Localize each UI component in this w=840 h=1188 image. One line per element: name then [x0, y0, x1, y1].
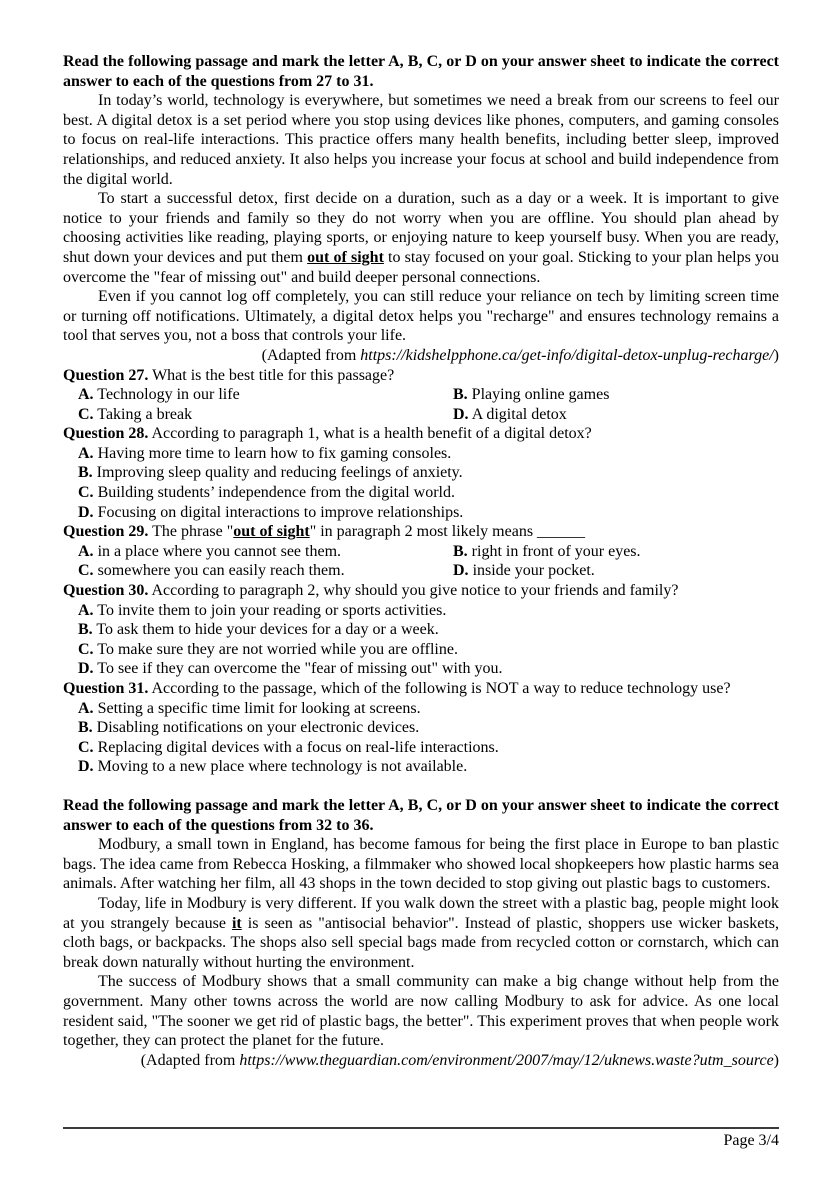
question-28-label: Question 28.	[63, 425, 149, 443]
question-27-option-b: B. Playing online games	[453, 386, 610, 404]
question-29	[63, 522, 779, 581]
question-31-text	[63, 679, 779, 699]
passage1-paragraph-2: To start a successful detox, first decide on a duration, such as a day or a week. It is important to give notice to your friends and family so they do not worry when you are offline. You should plan ahead by choosing activities like reading, playing sports, or enjoying nature to keep yourself busy. When you are ready, shut down your devices and put them out of sight to stay focused on your goal. Sticking to your plan helps you overcome the "fear of missing out" and build deeper personal connections.	[63, 190, 780, 286]
question-28-text	[63, 424, 779, 444]
section1-instruction: Read the following passage and mark the letter A, B, C, or D on your answer sheet to indicate the correct answer to each of the questions from 27 to 31.	[63, 53, 779, 90]
passage1-paragraph-3: Even if you cannot log off completely, you can still reduce your reliance on tech by limiting screen time or turning off notifications. Ultimately, a digital detox helps you "recharge" and ensures technology remains a tool that serves you, not a boss that controls your life.	[63, 288, 779, 345]
question-29-options	[63, 542, 779, 581]
section2-instruction: Read the following passage and mark the letter A, B, C, or D on your answer sheet to indicate the correct answer to each of the questions from 32 to 36.	[63, 796, 779, 834]
passage1-paragraph-1: In today’s world, technology is everywhere, but sometimes we need a break from our screens to feel our best. A digital detox is a set period where you stop using devices like phones, computers, and gaming consoles to focus on real-life interactions. This practice offers many health benefits, including better sleep, improved relationships, and reduced anxiety. It also helps you increase your focus at school and build independence from the digital world.	[63, 92, 779, 188]
question-30-option-c: C. To make sure they are not worried while you are offline.	[78, 640, 458, 658]
question-30-prompt: According to paragraph 2, why should you give notice to your friends and family?	[151, 582, 679, 600]
passage2-paragraph-1: Modbury, a small town in England, has become famous for being the first place in Europe to ban plastic bags. The idea came from Rebecca Hosking, a filmmaker who showed local shopkeepers how plastic harms sea animals. After watching her film, all 43 shops in the town decided to stop giving out plastic bags to customers.	[63, 836, 779, 893]
question-30-text	[63, 581, 779, 601]
passage1-source: (Adapted from https://kidshelpphone.ca/get-info/digital-detox-unplug-recharge/)	[261, 346, 779, 364]
question-27	[63, 366, 779, 425]
question-31	[63, 679, 779, 777]
question-27-options	[63, 385, 779, 424]
question-31-option-c: C. Replacing digital devices with a focus on real-life interactions.	[78, 738, 499, 756]
question-30-option-d: D. To see if they can overcome the "fear of missing out" with you.	[78, 660, 503, 678]
question-29-option-d: D. inside your pocket.	[453, 562, 595, 580]
page-number: Page 3/4	[723, 1132, 779, 1149]
question-31-options	[63, 699, 779, 777]
question-31-option-b: B. Disabling notifications on your electronic devices.	[78, 719, 420, 737]
question-27-option-a: A. Technology in our life	[78, 386, 240, 404]
question-27-option-c: C. Taking a break	[78, 405, 193, 423]
question-30-option-a: A. To invite them to join your reading or sports activities.	[78, 601, 447, 619]
question-30-label: Question 30.	[63, 582, 149, 600]
page-footer	[63, 1127, 779, 1151]
question-31-label: Question 31.	[63, 680, 149, 697]
question-29-label: Question 29.	[63, 523, 149, 541]
question-28-option-a: A. Having more time to learn how to fix gaming consoles.	[78, 444, 452, 462]
question-31-option-a: A. Setting a specific time limit for looking at screens.	[78, 699, 421, 717]
question-27-label: Question 27.	[63, 366, 149, 384]
question-28-option-b: B. Improving sleep quality and reducing feelings of anxiety.	[78, 464, 463, 482]
question-31-option-d: D. Moving to a new place where technology is not available.	[78, 758, 468, 776]
question-29-option-a: A. in a place where you cannot see them.	[78, 542, 342, 560]
section-questions-32-36	[63, 796, 779, 1070]
question-27-prompt: What is the best title for this passage?	[152, 366, 395, 384]
passage2-source: (Adapted from https://www.theguardian.com/environment/2007/may/12/uknews.waste?utm_source)	[140, 1051, 779, 1069]
question-28-prompt: According to paragraph 1, what is a health benefit of a digital detox?	[151, 425, 592, 443]
section-questions-27-31	[63, 52, 779, 777]
question-27-option-d: D. A digital detox	[453, 405, 567, 423]
question-29-option-c: C. somewhere you can easily reach them.	[78, 562, 345, 580]
footer-rule	[63, 1127, 779, 1129]
question-29-text	[63, 522, 779, 542]
question-28-option-c: C. Building students’ independence from the digital world.	[78, 484, 455, 502]
question-29-option-b: B. right in front of your eyes.	[453, 542, 641, 560]
question-31-prompt: According to the passage, which of the following is NOT a way to reduce technology use?	[151, 680, 731, 697]
passage2-paragraph-2: Today, life in Modbury is very different. If you walk down the street with a plastic bag, people might look at you strangely because it is seen as "antisocial behavior". Instead of plastic, shoppers use wicker baskets, cloth bags, or backpacks. The shops also sell special bags made from recycled cotton or cornstarch, which can break down naturally without hurting the environment.	[63, 894, 780, 971]
question-30-options	[63, 601, 779, 679]
question-28-option-d: D. Focusing on digital interactions to improve relationships.	[78, 503, 464, 521]
passage2-paragraph-3: The success of Modbury shows that a small community can make a big change without help from the government. Many other towns across the world are now calling Modbury to ask for advice. As one local resident said, "The sooner we get rid of plastic bags, the better". This experiment proves that when people work together, they can protect the planet for the future.	[63, 973, 779, 1050]
question-29-prompt: The phrase "out of sight" in paragraph 2 most likely means ______	[152, 523, 586, 541]
question-28-options	[63, 444, 779, 522]
question-27-text	[63, 366, 779, 386]
question-30	[63, 581, 779, 679]
question-30-option-b: B. To ask them to hide your devices for a day or a week.	[78, 621, 439, 639]
question-28	[63, 424, 779, 522]
